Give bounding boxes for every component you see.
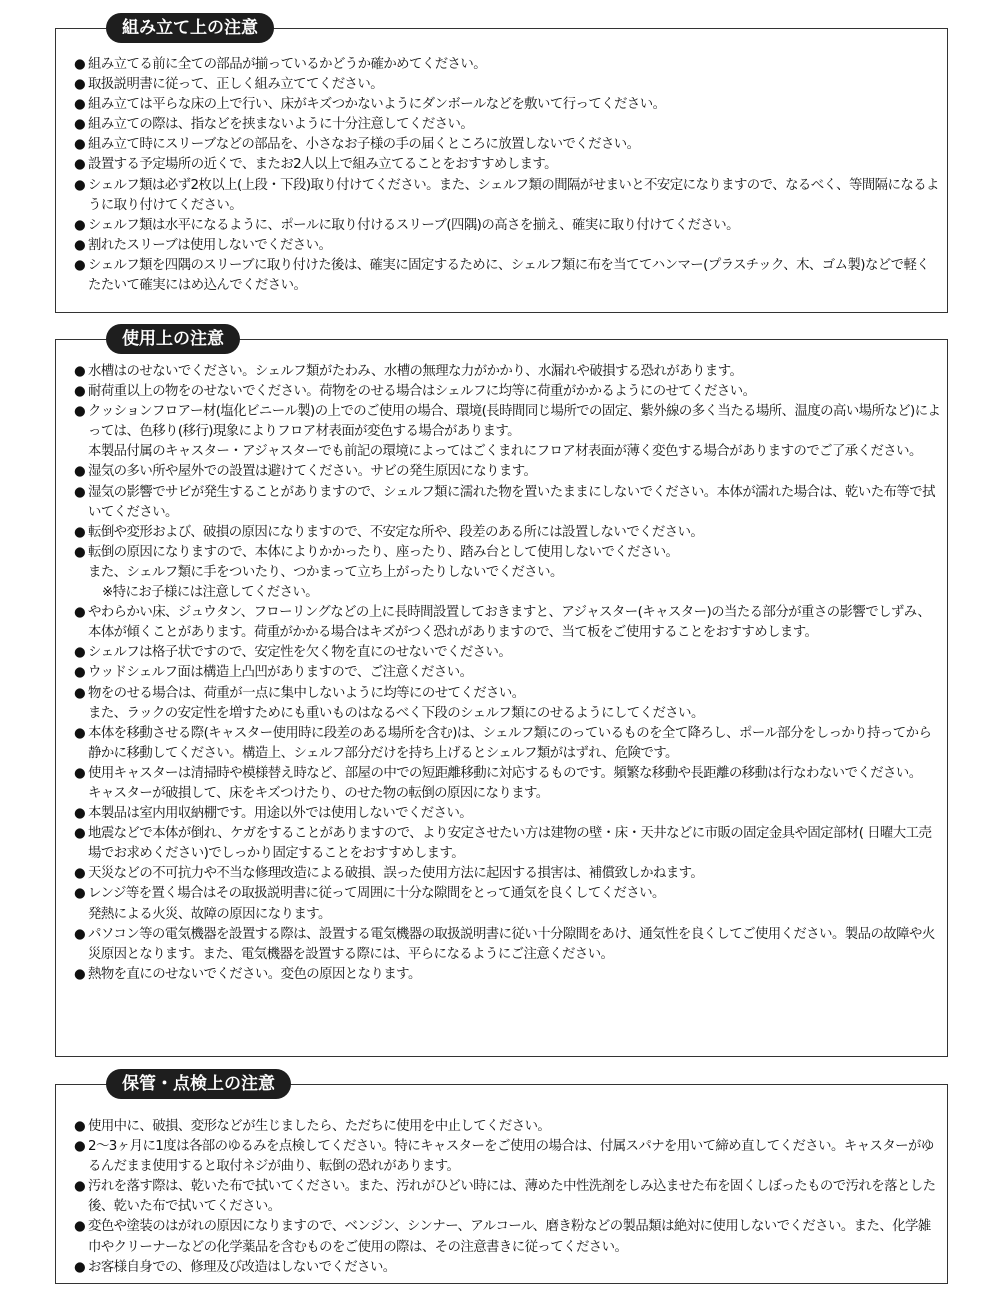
precaution-item [74, 1258, 941, 1278]
bullet-icon: ● [74, 524, 86, 540]
precaution-continuation: 本製品付属のキャスター・アジャスターでも前記の環境によってはごくまれにフロア材表面が薄く変色する場合がありますのでご了承ください。 [88, 444, 922, 460]
precaution-item [74, 804, 941, 824]
precaution-item [74, 95, 941, 115]
precaution-continuation: また、シェルフ類に手をついたり、つかまって立ち上がったりしないでください。 [88, 564, 563, 580]
precaution-item [74, 402, 941, 462]
bullet-icon: ● [74, 966, 86, 982]
precaution-text: 地震などで本体が倒れ、ケガをすることがありますので、より安定させたい方は建物の壁・床・天井などに市販の固定金具や固定部材( 日曜大工売場でお求めください)でしっかり固定することをおすすめします。 [88, 826, 932, 862]
precaution-text: 耐荷重以上の物をのせないでください。荷物をのせる場合はシェルフに均等に荷重がかかるようにのせてください。 [88, 384, 756, 400]
section-title: 組み立て上の注意 [106, 13, 274, 43]
precaution-item [74, 663, 941, 683]
precaution-item [74, 75, 941, 95]
precaution-item [74, 925, 941, 965]
precaution-item [74, 135, 941, 155]
precaution-text: 湿気の影響でサビが発生することがありますので、シェルフ類に濡れた物を置いたままにしないでください。本体が濡れた場合は、乾いた布等で拭いてください。 [88, 484, 935, 520]
precaution-text: パソコン等の電気機器を設置する際は、設置する電気機器の取扱説明書に従い十分隙間をあけ、通気性を良くしてご使用ください。製品の故障や火災原因となります。また、電気機器を設置する際には、平らになるようにご注意ください。 [88, 926, 935, 962]
precaution-item [74, 824, 941, 864]
precaution-continuation: キャスターが破損して、床をキズつけたり、のせた物の転倒の原因になります。 [88, 785, 549, 801]
bullet-icon: ● [74, 605, 86, 621]
assembly-precautions-section [55, 18, 948, 313]
bullet-icon: ● [74, 484, 86, 500]
precaution-continuation: また、ラックの安定性を増すためにも重いものはなるべく下段のシェルフ類にのせるようにしてください。 [88, 705, 704, 721]
precaution-text: やわらかい床、ジュウタン、フローリングなどの上に長時間設置しておきますと、アジャスター(キャスター)の当たる部分が重さの影響でしずみ、本体が傾くことがあります。荷重がかかる場合はキズがつく恐れがありますので、当て板をご使用することをおすすめします。 [88, 605, 931, 641]
precaution-item [74, 523, 941, 543]
bullet-icon: ● [74, 77, 86, 93]
precaution-text: クッションフロアー材(塩化ビニール製)の上でのご使用の場合、環境(長時間同じ場所での固定、紫外線の多く当たる場所、温度の高い場所など)によっては、色移り(移行)現象によりフロア材表面が変色する場合があります。 [88, 404, 941, 440]
precaution-item [74, 603, 941, 643]
bullet-icon: ● [74, 237, 86, 253]
bullet-icon: ● [74, 177, 86, 193]
precaution-item [74, 884, 941, 924]
precaution-text: 取扱説明書に従って、正しく組み立ててください。 [88, 77, 384, 93]
precaution-item [74, 764, 941, 804]
precaution-text: 組み立ての際は、指などを挟まないように十分注意してください。 [88, 117, 474, 133]
precaution-text: 組み立ては平らな床の上で行い、床がキズつかないようにダンボールなどを敷いて行ってください。 [88, 97, 666, 113]
precaution-item [74, 362, 941, 382]
precaution-item [74, 1137, 941, 1177]
precaution-item [74, 1117, 941, 1137]
bullet-icon: ● [74, 645, 86, 661]
precaution-list [74, 362, 941, 985]
precaution-note: ※特にお子様には注意してください。 [102, 585, 319, 601]
precaution-item [74, 643, 941, 663]
precaution-text: 変色や塗装のはがれの原因になりますので、ベンジン、シンナー、アルコール、磨き粉などの製品類は絶対に使用しないでください。また、化学雑巾やクリーナーなどの化学薬品を含むものをご使用の際は、その注意書きに従ってください。 [88, 1219, 931, 1255]
precaution-item [74, 1217, 941, 1257]
bullet-icon: ● [74, 217, 86, 233]
bullet-icon: ● [74, 257, 86, 273]
bullet-icon: ● [74, 866, 86, 882]
precaution-text: 本製品は室内用収納棚です。用途以外では使用しないでください。 [88, 806, 473, 822]
precaution-item [74, 724, 941, 764]
precaution-item [74, 176, 941, 216]
precaution-text: シェルフ類を四隅のスリーブに取り付けた後は、確実に固定するために、シェルフ類に布を当ててハンマー(プラスチック、木、ゴム製)などで軽くたたいて確実にはめ込んでください。 [88, 257, 930, 294]
precaution-text: 転倒の原因になりますので、本体によりかかったり、座ったり、踏み台として使用しないでください。 [88, 544, 679, 560]
precaution-text: 使用中に、破損、変形などが生じましたら、ただちに使用を中止してください。 [88, 1119, 551, 1134]
bullet-icon: ● [74, 886, 86, 902]
usage-precautions-section [55, 329, 948, 1057]
precaution-text: シェルフ類は水平になるように、ポールに取り付けるスリーブ(四隅)の高さを揃え、確実に取り付けてください。 [88, 217, 739, 233]
bullet-icon: ● [74, 765, 86, 781]
bullet-icon: ● [74, 137, 86, 153]
bullet-icon: ● [74, 806, 86, 822]
bullet-icon: ● [74, 725, 86, 741]
section-title: 使用上の注意 [106, 324, 240, 354]
precaution-text: 物をのせる場合は、荷重が一点に集中しないように均等にのせてください。 [88, 685, 525, 701]
precaution-item [74, 115, 941, 135]
precaution-text: 湿気の多い所や屋外での設置は避けてください。サビの発生原因になります。 [88, 464, 537, 480]
precaution-text: 熱物を直にのせないでください。変色の原因となります。 [88, 966, 421, 982]
bullet-icon: ● [74, 57, 86, 72]
bullet-icon: ● [74, 685, 86, 701]
precaution-text: お客様自身での、修理及び改造はしないでください。 [88, 1259, 396, 1275]
precaution-text: 組み立て時にスリーブなどの部品を、小さなお子様の手の届くところに放置しないでください。 [88, 137, 640, 153]
precaution-item [74, 864, 941, 884]
precaution-list [74, 1117, 941, 1278]
precaution-item [74, 684, 941, 724]
bullet-icon: ● [74, 404, 86, 420]
precaution-item [74, 256, 941, 296]
precaution-item [74, 382, 941, 402]
bullet-icon: ● [74, 544, 86, 560]
bullet-icon: ● [74, 117, 86, 133]
bullet-icon: ● [74, 1139, 86, 1155]
precaution-list [74, 55, 941, 296]
precaution-text: 組み立てる前に全ての部品が揃っているかどうか確かめてください。 [88, 57, 487, 72]
precaution-text: 転倒や変形および、破損の原因になりますので、不安定な所や、段差のある所には設置しないでください。 [88, 524, 704, 540]
precaution-item [74, 236, 941, 256]
bullet-icon: ● [74, 665, 86, 681]
precaution-text: シェルフは格子状ですので、安定性を欠く物を直にのせないでください。 [88, 645, 512, 661]
precaution-item [74, 483, 941, 523]
section-title: 保管・点検上の注意 [106, 1069, 291, 1099]
bullet-icon: ● [74, 1219, 86, 1235]
precaution-item [74, 216, 941, 236]
precaution-item [74, 1177, 941, 1217]
bullet-icon: ● [74, 364, 86, 379]
precaution-text: ウッドシェルフ面は構造上凸凹がありますので、ご注意ください。 [88, 665, 473, 681]
bullet-icon: ● [74, 826, 86, 842]
precaution-text: 天災などの不可抗力や不当な修理改造による破損、誤った使用方法に起因する損害は、補償致しかねます。 [88, 866, 704, 882]
bullet-icon: ● [74, 157, 86, 173]
bullet-icon: ● [74, 1179, 86, 1195]
precaution-continuation: 発熱による火災、故障の原因になります。 [88, 906, 331, 922]
precaution-item [74, 462, 941, 482]
bullet-icon: ● [74, 926, 86, 942]
bullet-icon: ● [74, 1119, 86, 1134]
precaution-item [74, 543, 941, 603]
precaution-text: レンジ等を置く場合はその取扱説明書に従って周囲に十分な隙間をとって通気を良くしてください。 [88, 886, 665, 902]
precaution-text: 2～3ヶ月に1度は各部のゆるみを点検してください。特にキャスターをご使用の場合は、付属スパナを用いて締め直してください。キャスターがゆるんだまま使用すると取付ネジが曲り、転倒の恐れがあります。 [88, 1139, 934, 1175]
precaution-item [74, 55, 941, 75]
storage-inspection-precautions-section [55, 1074, 948, 1284]
precaution-text: 割れたスリーブは使用しないでください。 [88, 237, 332, 253]
precaution-text: 設置する予定場所の近くで、またお2人以上で組み立てることをおすすめします。 [88, 157, 558, 173]
precaution-text: 水槽はのせないでください。シェルフ類がたわみ、水槽の無理な力がかかり、水漏れや破損する恐れがあります。 [88, 364, 743, 379]
bullet-icon: ● [74, 464, 86, 480]
precaution-text: 使用キャスターは清掃時や模様替え時など、部屋の中での短距離移動に対応するものです。頻繁な移動や長距離の移動は行なわないでください。 [88, 765, 922, 781]
precaution-text: シェルフ類は必ず2枚以上(上段・下段)取り付けてください。また、シェルフ類の間隔がせまいと不安定になりますので、なるべく、等間隔になるように取り付けてください。 [88, 177, 939, 213]
precaution-text: 本体を移動させる際(キャスター使用時に段差のある場所を含む)は、シェルフ類にのっているものを全て降ろし、ポール部分をしっかり持ってから静かに移動してください。構造上、シェルフ部分だけを持ち上げるとシェルフ類がはずれ、危険です。 [88, 725, 932, 761]
precaution-item [74, 155, 941, 175]
bullet-icon: ● [74, 384, 86, 400]
precaution-item [74, 965, 941, 985]
bullet-icon: ● [74, 1259, 86, 1275]
precaution-text: 汚れを落す際は、乾いた布で拭いてください。また、汚れがひどい時には、薄めた中性洗剤をしみ込ませた布を固くしぼったもので汚れを落とした後、乾いた布で拭いてください。 [88, 1179, 936, 1215]
bullet-icon: ● [74, 97, 86, 113]
